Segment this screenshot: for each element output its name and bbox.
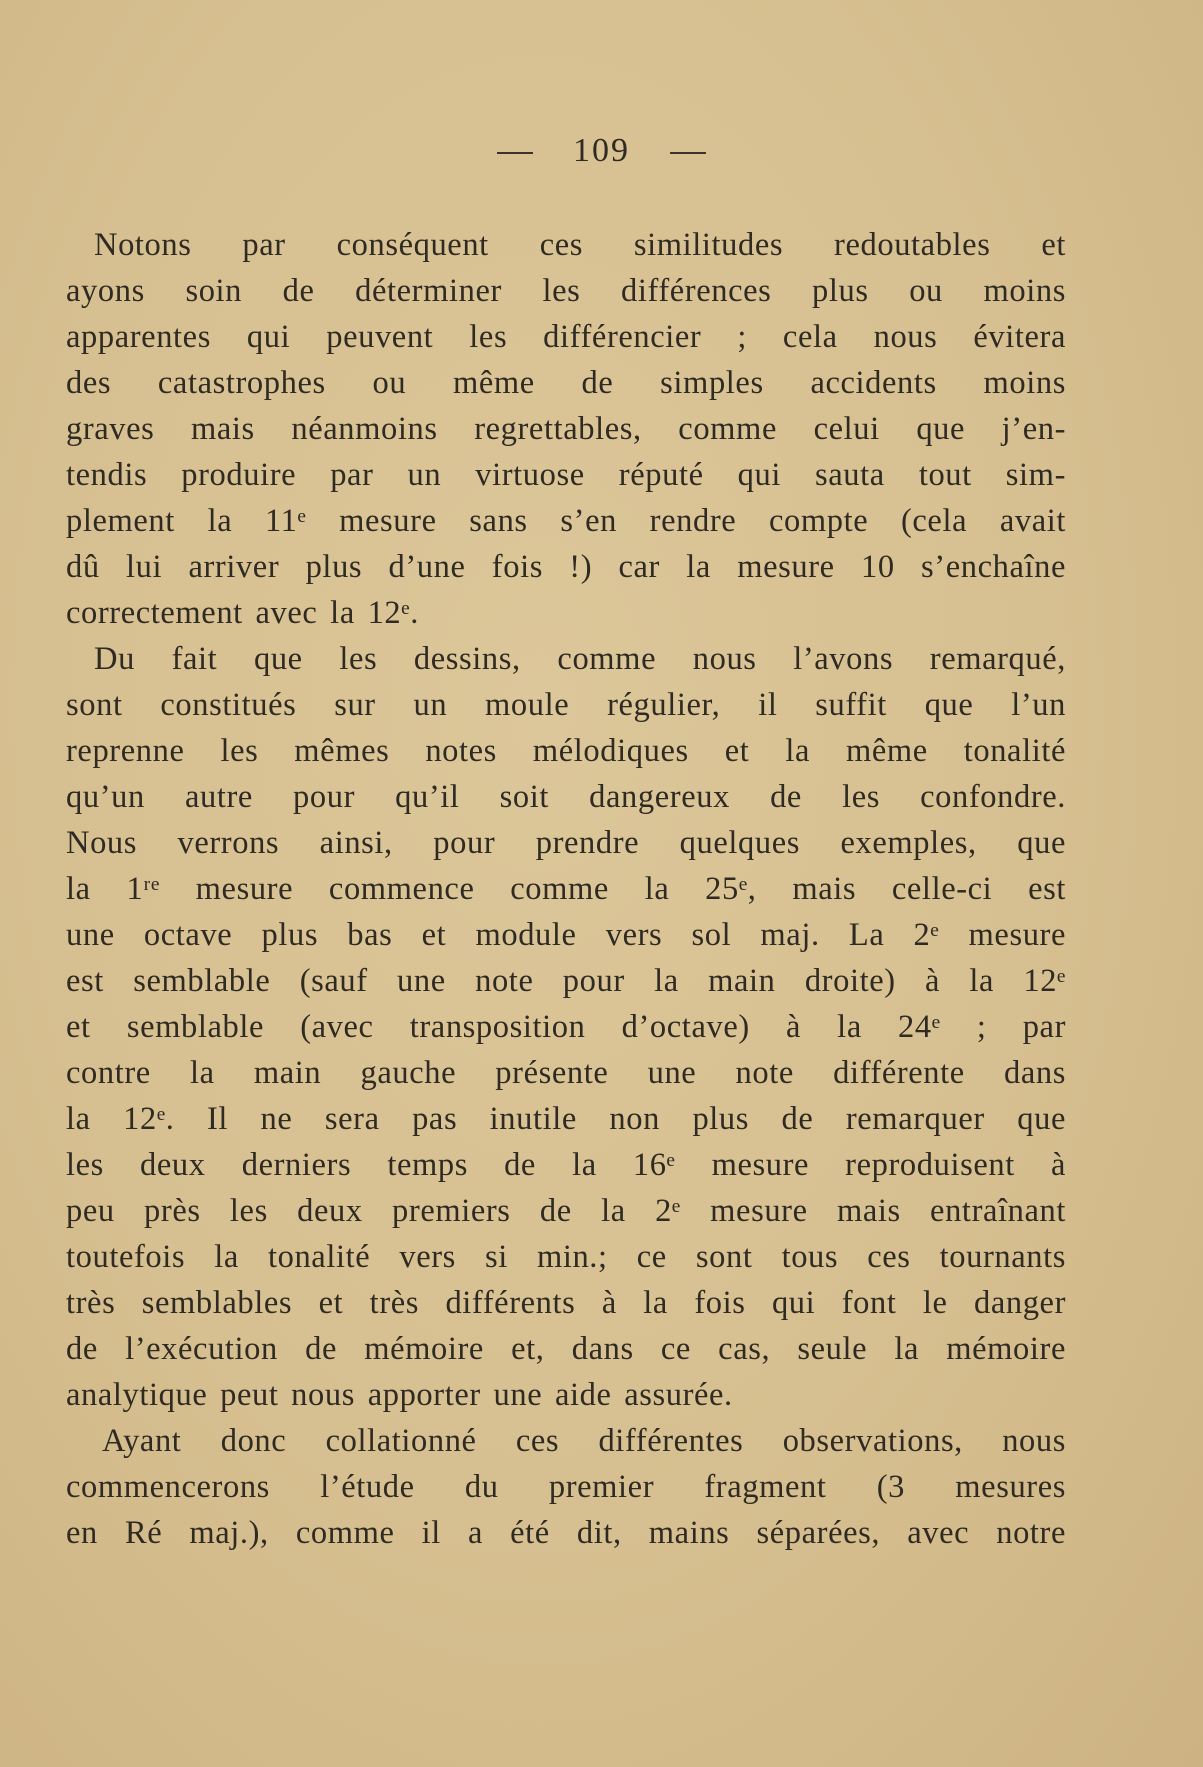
- text-line: Notons par conséquent ces similitudes redoutables et: [94, 227, 1066, 263]
- header-dash-right: [670, 152, 706, 154]
- text-line: la 12ᵉ. Il ne sera pas inutile non plus de remarquer que: [66, 1101, 1066, 1137]
- text-line: une octave plus bas et module vers sol maj. La 2ᵉ mesure: [66, 917, 1066, 953]
- text-line: correctement avec la 12ᵉ.: [66, 595, 419, 631]
- page-header: [0, 132, 1203, 170]
- text-line: commencerons l’étude du premier fragment (3 mesures: [66, 1469, 1066, 1505]
- text-line: les deux derniers temps de la 16ᵉ mesure reproduisent à: [66, 1147, 1066, 1183]
- text-line: des catastrophes ou même de simples accidents moins: [66, 365, 1066, 401]
- paragraph-1: [66, 222, 1066, 636]
- text-line: reprenne les mêmes notes mélodiques et la même tonalité: [66, 733, 1066, 769]
- text-line: contre la main gauche présente une note différente dans: [66, 1055, 1066, 1091]
- text-line: est semblable (sauf une note pour la main droite) à la 12ᵉ: [66, 963, 1066, 999]
- text-line: analytique peut nous apporter une aide assurée.: [66, 1377, 733, 1413]
- text-line: Nous verrons ainsi, pour prendre quelques exemples, que: [66, 825, 1066, 861]
- text-line: apparentes qui peuvent les différencier ; cela nous évitera: [66, 319, 1066, 355]
- header-dash-left: [497, 152, 533, 154]
- text-line: sont constitués sur un moule régulier, il suffit que l’un: [66, 687, 1066, 723]
- text-line: ayons soin de déterminer les différences plus ou moins: [66, 273, 1066, 309]
- text-line: graves mais néanmoins regrettables, comme celui que j’en-: [66, 411, 1066, 447]
- text-line: dû lui arriver plus d’une fois !) car la mesure 10 s’enchaîne: [66, 549, 1066, 585]
- text-line: en Ré maj.), comme il a été dit, mains séparées, avec notre: [66, 1515, 1066, 1551]
- text-line: peu près les deux premiers de la 2ᵉ mesure mais entraînant: [66, 1193, 1066, 1229]
- page-number: 109: [573, 132, 630, 169]
- paragraph-3: [66, 1418, 1066, 1556]
- text-line: Ayant donc collationné ces différentes observations, nous: [102, 1423, 1066, 1459]
- page-body: [66, 222, 1066, 1556]
- text-line: plement la 11ᵉ mesure sans s’en rendre compte (cela avait: [66, 503, 1066, 539]
- text-line: la 1ʳᵉ mesure commence comme la 25ᵉ, mais celle-ci est: [66, 871, 1066, 907]
- paragraph-2: [66, 636, 1066, 1418]
- text-line: Du fait que les dessins, comme nous l’avons remarqué,: [94, 641, 1066, 677]
- text-line: qu’un autre pour qu’il soit dangereux de les confondre.: [66, 779, 1066, 815]
- text-line: tendis produire par un virtuose réputé qui sauta tout sim-: [66, 457, 1066, 493]
- text-line: très semblables et très différents à la fois qui font le danger: [66, 1285, 1066, 1321]
- text-line: de l’exécution de mémoire et, dans ce cas, seule la mémoire: [66, 1331, 1066, 1367]
- text-line: toutefois la tonalité vers si min.; ce sont tous ces tournants: [66, 1239, 1066, 1275]
- text-line: et semblable (avec transposition d’octave) à la 24ᵉ ; par: [66, 1009, 1066, 1045]
